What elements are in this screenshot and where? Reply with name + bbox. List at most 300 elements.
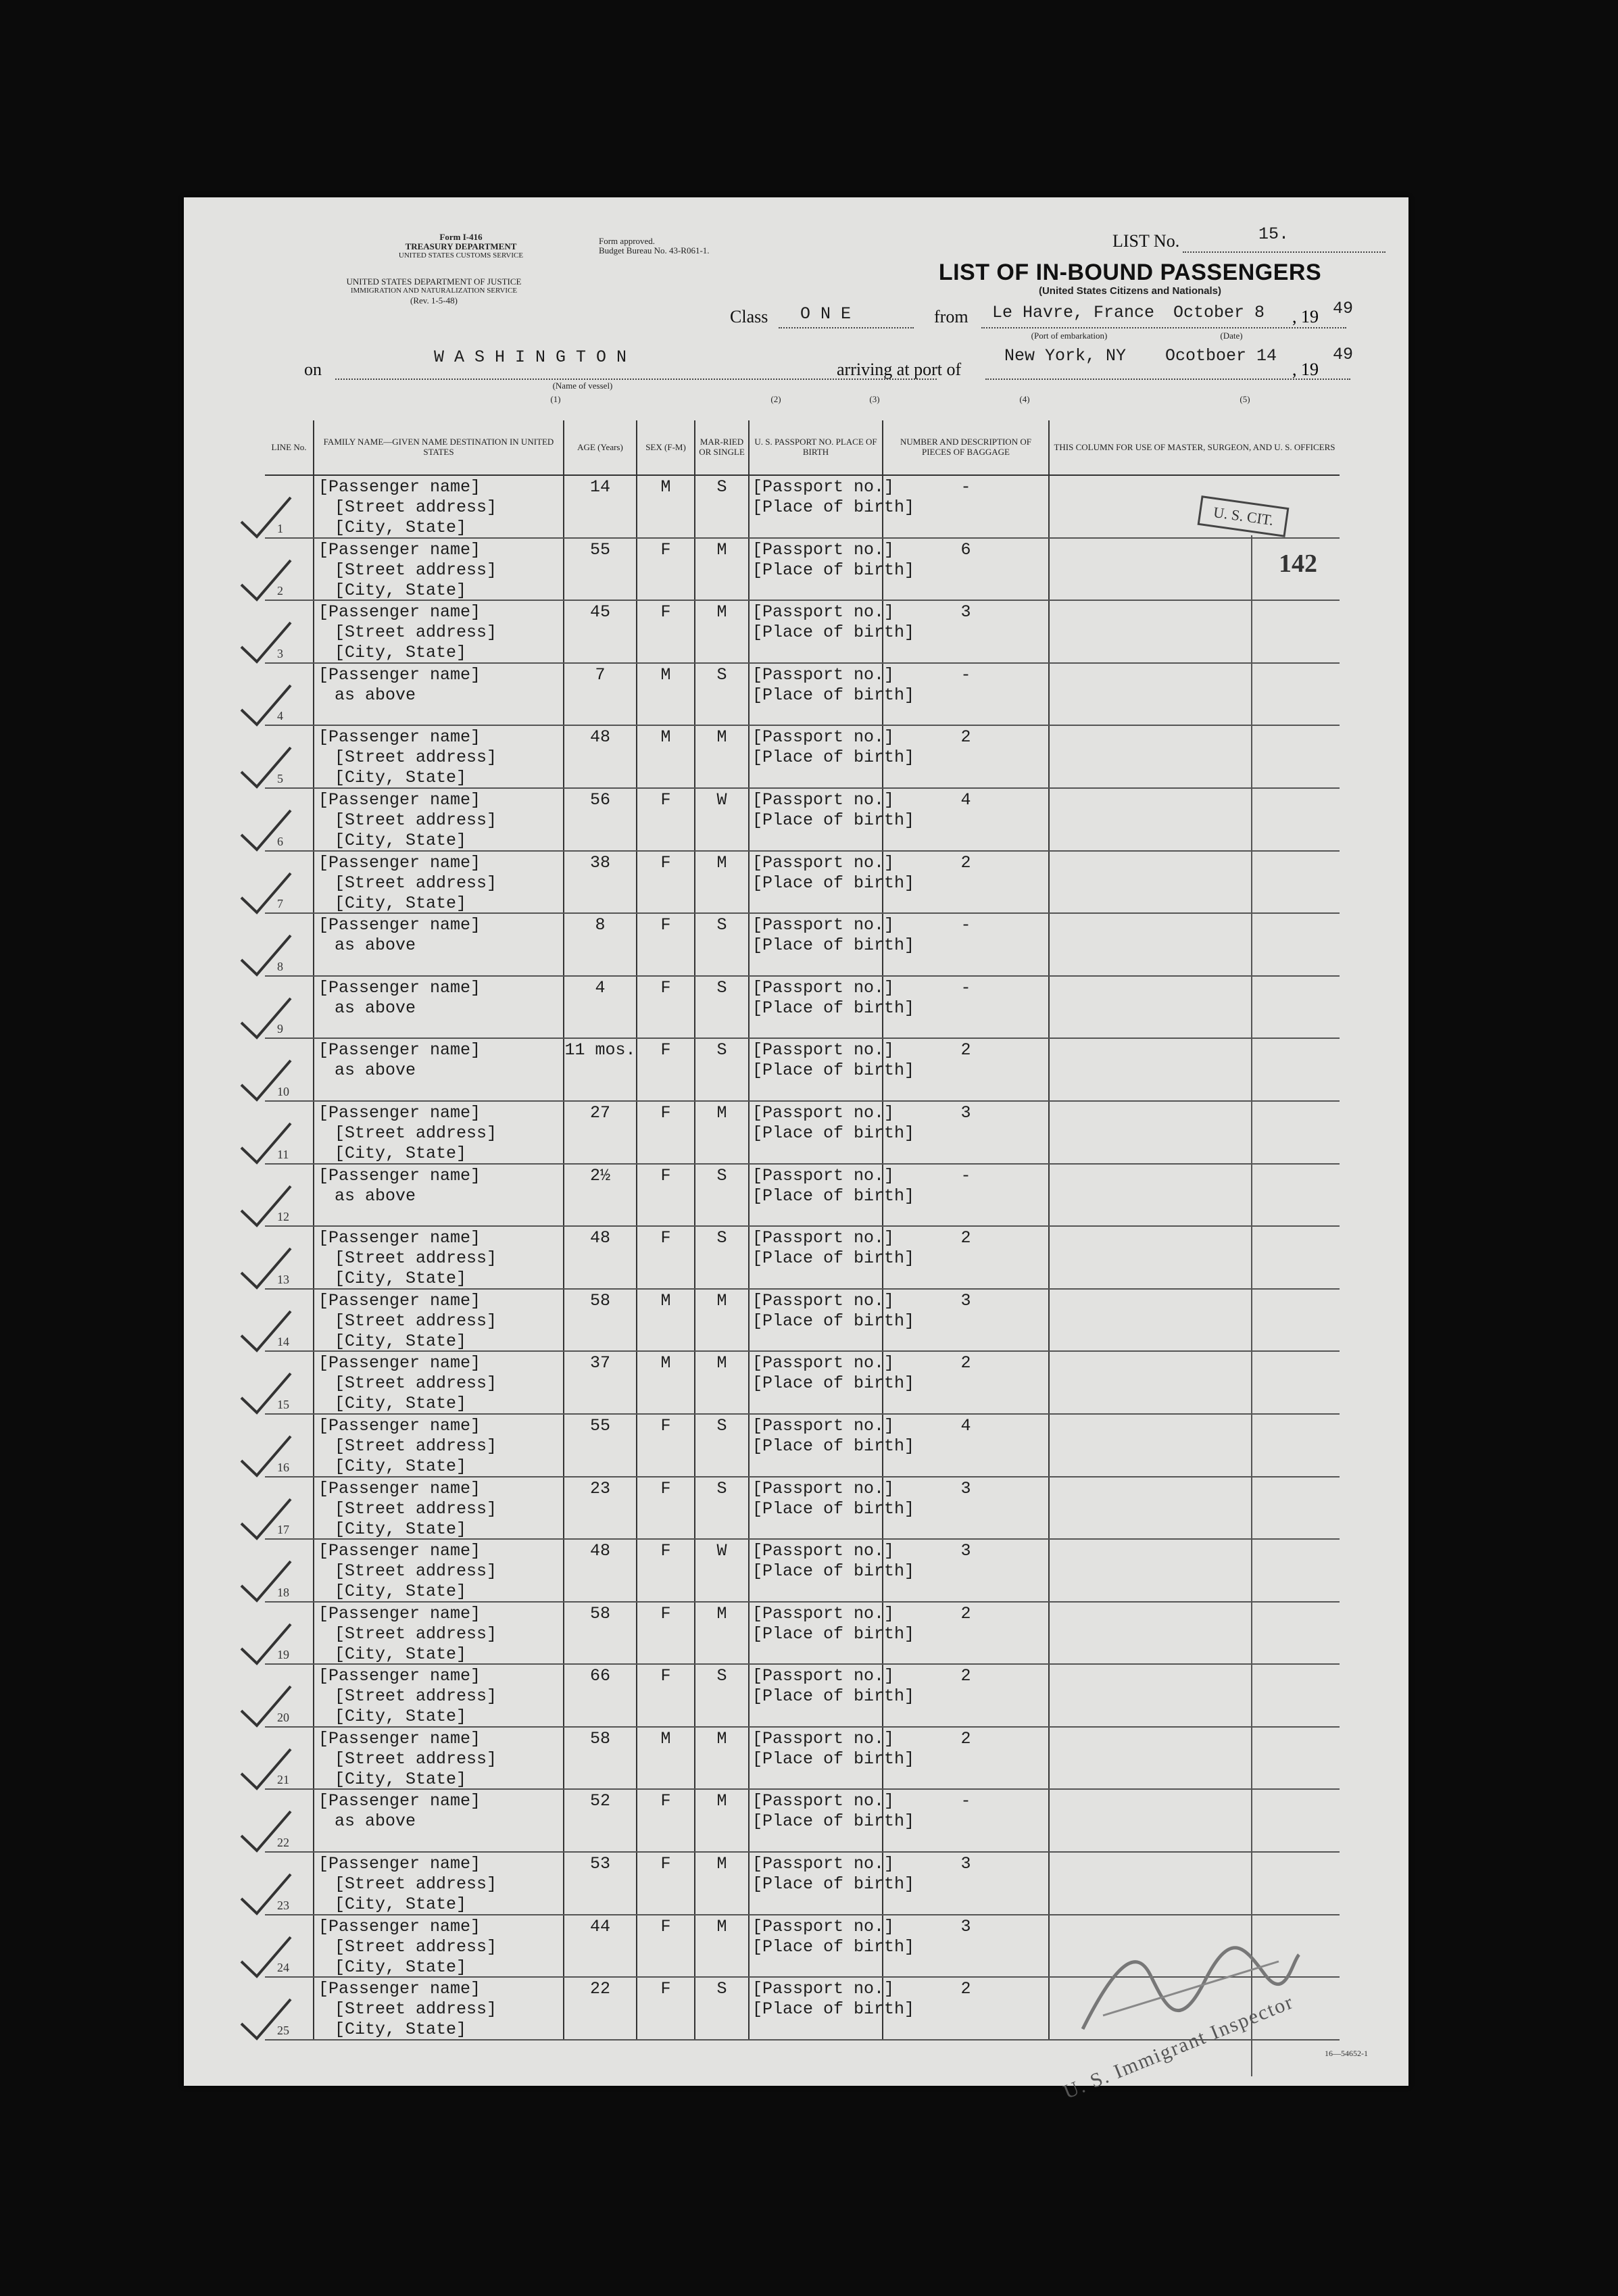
- citizen-stamp: U. S. CIT.: [1198, 495, 1290, 537]
- age-cell: [564, 538, 637, 601]
- col-header-passport: U. S. PASSPORT NO. PLACE OF BIRTH: [749, 420, 883, 475]
- address-line-2: [City, State]: [335, 1895, 467, 1915]
- line-number: 8: [277, 959, 283, 973]
- marital-cell: [695, 1977, 749, 2040]
- marital-cell: [695, 1852, 749, 1915]
- revision: (Rev. 1-5-48): [410, 295, 458, 306]
- line-cell: [265, 725, 314, 788]
- address-line-2: [City, State]: [335, 643, 467, 663]
- age-value: 66: [589, 1666, 610, 1686]
- address-line-1: [Street address]: [335, 1623, 497, 1644]
- address-line-1: [Street address]: [335, 1123, 497, 1143]
- line-number: 25: [277, 2023, 289, 2037]
- passport-number: [Passport no.]: [752, 852, 895, 873]
- year-prefix-2: , 19: [1292, 360, 1319, 379]
- age-value: 48: [589, 1228, 610, 1248]
- marital-cell: [695, 976, 749, 1039]
- sex-cell: [637, 1164, 695, 1227]
- baggage-cell: [883, 475, 1049, 538]
- port-embarkation-caption: (Port of embarkation): [1031, 331, 1108, 341]
- age-cell: [564, 1664, 637, 1727]
- line-number: 4: [277, 709, 283, 723]
- marital-cell: [695, 1477, 749, 1540]
- marital-cell: [695, 1164, 749, 1227]
- baggage-cell: [883, 1852, 1049, 1915]
- from-label: from: [934, 307, 969, 326]
- passenger-name: [Passenger name]: [318, 539, 481, 560]
- form-subtitle: (United States Citizens and Nationals): [1038, 285, 1222, 297]
- marital-cell: [695, 600, 749, 663]
- baggage-cell: [883, 1727, 1049, 1790]
- line-cell: [265, 1915, 314, 1978]
- officer-column-pen-line: [1245, 535, 1258, 2076]
- table-row: [265, 1852, 1340, 1915]
- justice-dept: UNITED STATES DEPARTMENT OF JUSTICE: [346, 276, 522, 287]
- address-line-2: [City, State]: [335, 1331, 467, 1351]
- line-number: 17: [277, 1523, 289, 1537]
- place-of-birth: [Place of birth]: [752, 1749, 915, 1769]
- line-number: 11: [277, 1147, 289, 1161]
- baggage-cell: [883, 1289, 1049, 1352]
- sex-cell: [637, 663, 695, 726]
- passport-cell: [749, 663, 915, 726]
- passport-number: [Passport no.]: [752, 1916, 895, 1936]
- name-cell: [314, 1038, 564, 1101]
- passenger-name: [Passenger name]: [318, 789, 481, 810]
- line-number: 9: [277, 1022, 283, 1036]
- table-row: [265, 788, 1340, 851]
- from-line: [981, 327, 1346, 328]
- line-number: 10: [277, 1084, 289, 1098]
- age-cell: [564, 788, 637, 851]
- passport-number: [Passport no.]: [752, 1478, 895, 1498]
- marital-value: S: [716, 1415, 727, 1436]
- line-cell: [265, 1602, 314, 1665]
- age-value: 45: [589, 602, 610, 622]
- address-line-1: [Street address]: [335, 622, 497, 643]
- passenger-name: [Passenger name]: [318, 1666, 481, 1686]
- age-cell: [564, 1915, 637, 1978]
- age-value: 7: [595, 664, 606, 685]
- passport-cell: [749, 788, 915, 851]
- passport-cell: [749, 1164, 915, 1227]
- address-line-1: [Street address]: [335, 873, 497, 893]
- line-cell: [265, 976, 314, 1039]
- sex-value: F: [660, 602, 671, 622]
- sex-cell: [637, 1852, 695, 1915]
- officer-cell: [1049, 725, 1340, 788]
- age-value: 55: [589, 539, 610, 560]
- baggage-value: 3: [960, 1290, 971, 1311]
- sex-cell: [637, 1727, 695, 1790]
- class-line: [779, 327, 914, 328]
- age-cell: [564, 1414, 637, 1477]
- arrival-year: 49: [1333, 345, 1354, 364]
- passport-number: [Passport no.]: [752, 1603, 895, 1623]
- baggage-value: 3: [960, 1478, 971, 1498]
- checkmark-icon: [238, 933, 292, 980]
- passport-number: [Passport no.]: [752, 1165, 895, 1186]
- marital-cell: [695, 913, 749, 976]
- class-label: Class: [730, 307, 768, 326]
- baggage-value: 2: [960, 727, 971, 748]
- name-cell: [314, 1915, 564, 1978]
- sex-cell: [637, 1414, 695, 1477]
- passenger-name: [Passenger name]: [318, 1165, 481, 1186]
- address-line-1: [Street address]: [335, 1248, 497, 1269]
- age-cell: [564, 1038, 637, 1101]
- table-header-row: [265, 420, 1340, 475]
- age-cell: [564, 1852, 637, 1915]
- passport-number: [Passport no.]: [752, 1728, 895, 1749]
- sex-value: F: [660, 1916, 671, 1936]
- checkmark-icon: [238, 558, 292, 605]
- officer-cell: [1049, 1789, 1340, 1852]
- age-cell: [564, 1164, 637, 1227]
- line-number: 5: [277, 771, 283, 785]
- passport-cell: [749, 1038, 915, 1101]
- passenger-name: [Passenger name]: [318, 1979, 481, 1999]
- marital-value: M: [716, 1290, 727, 1311]
- marital-value: M: [716, 1791, 727, 1811]
- age-cell: [564, 600, 637, 663]
- name-cell: [314, 1977, 564, 2040]
- sex-cell: [637, 1477, 695, 1540]
- sex-value: F: [660, 915, 671, 935]
- sex-cell: [637, 1977, 695, 2040]
- officer-cell: [1049, 475, 1340, 538]
- passenger-name: [Passenger name]: [318, 602, 481, 622]
- line-cell: [265, 913, 314, 976]
- age-value: 23: [589, 1478, 610, 1498]
- col-num-5: (5): [1240, 394, 1250, 404]
- sex-value: F: [660, 1791, 671, 1811]
- sex-value: F: [660, 1541, 671, 1561]
- passenger-name: [Passenger name]: [318, 1541, 481, 1561]
- baggage-cell: [883, 1664, 1049, 1727]
- place-of-birth: [Place of birth]: [752, 560, 915, 580]
- place-of-birth: [Place of birth]: [752, 1060, 915, 1081]
- sex-value: F: [660, 1102, 671, 1123]
- baggage-value: 2: [960, 1603, 971, 1623]
- line-cell: [265, 1852, 314, 1915]
- table-row: [265, 1164, 1340, 1227]
- line-number: 2: [277, 584, 283, 598]
- age-value: 58: [589, 1728, 610, 1749]
- address-line-2: [City, State]: [335, 1394, 467, 1414]
- name-cell: [314, 913, 564, 976]
- table-row: [265, 725, 1340, 788]
- line-number: 16: [277, 1460, 289, 1474]
- officer-cell: [1049, 663, 1340, 726]
- age-cell: [564, 1351, 637, 1414]
- passport-number: [Passport no.]: [752, 1040, 895, 1060]
- place-of-birth: [Place of birth]: [752, 685, 915, 705]
- passport-number: [Passport no.]: [752, 1791, 895, 1811]
- col-header-age: AGE (Years): [564, 420, 637, 475]
- line-number: 7: [277, 897, 283, 911]
- officer-cell: [1049, 1226, 1340, 1289]
- baggage-cell: [883, 1539, 1049, 1602]
- address-line-2: [City, State]: [335, 1769, 467, 1789]
- place-of-birth: [Place of birth]: [752, 1186, 915, 1206]
- sex-cell: [637, 725, 695, 788]
- baggage-value: 3: [960, 602, 971, 622]
- name-cell: [314, 851, 564, 914]
- class-value: O N E: [800, 304, 852, 324]
- list-no-value: 15.: [1258, 224, 1290, 244]
- marital-cell: [695, 538, 749, 601]
- age-value: 48: [589, 1541, 610, 1561]
- table-row: [265, 1602, 1340, 1665]
- baggage-cell: [883, 600, 1049, 663]
- sex-cell: [637, 1789, 695, 1852]
- place-of-birth: [Place of birth]: [752, 873, 915, 893]
- marital-cell: [695, 1602, 749, 1665]
- marital-value: S: [716, 1478, 727, 1498]
- on-label: on: [304, 360, 322, 379]
- line-number: 1: [277, 521, 283, 535]
- sex-value: F: [660, 1854, 671, 1874]
- age-cell: [564, 1477, 637, 1540]
- marital-cell: [695, 851, 749, 914]
- age-cell: [564, 1289, 637, 1352]
- passport-cell: [749, 475, 915, 538]
- sex-value: F: [660, 789, 671, 810]
- address-line-1: [Street address]: [335, 1749, 497, 1769]
- age-value: 14: [589, 477, 610, 497]
- age-value: 55: [589, 1415, 610, 1436]
- baggage-cell: [883, 1915, 1049, 1978]
- baggage-cell: [883, 1414, 1049, 1477]
- name-cell: [314, 1789, 564, 1852]
- passport-number: [Passport no.]: [752, 727, 895, 748]
- address-line-2: [City, State]: [335, 1644, 467, 1664]
- sex-cell: [637, 1226, 695, 1289]
- col-header-officers: THIS COLUMN FOR USE OF MASTER, SURGEON, AND U. S. OFFICERS: [1049, 420, 1340, 475]
- line-cell: [265, 1789, 314, 1852]
- sex-cell: [637, 1539, 695, 1602]
- table-row: [265, 913, 1340, 976]
- table-row: [265, 1351, 1340, 1414]
- passenger-name: [Passenger name]: [318, 1228, 481, 1248]
- baggage-cell: [883, 1101, 1049, 1164]
- name-cell: [314, 1289, 564, 1352]
- passport-cell: [749, 976, 915, 1039]
- place-of-birth: [Place of birth]: [752, 1123, 915, 1143]
- ins-service: IMMIGRATION AND NATURALIZATION SERVICE: [350, 287, 518, 295]
- passenger-name: [Passenger name]: [318, 1916, 481, 1936]
- form-number: Form I-416: [439, 232, 483, 242]
- place-of-birth: [Place of birth]: [752, 810, 915, 830]
- place-of-birth: [Place of birth]: [752, 1811, 915, 1832]
- age-value: 37: [589, 1353, 610, 1373]
- age-cell: [564, 663, 637, 726]
- line-cell: [265, 600, 314, 663]
- line-number: 20: [277, 1710, 289, 1724]
- arrival-date: Ocotboer 14: [1165, 346, 1277, 366]
- age-cell: [564, 976, 637, 1039]
- passport-cell: [749, 1789, 915, 1852]
- line-number: 23: [277, 1898, 289, 1912]
- passport-number: [Passport no.]: [752, 602, 895, 622]
- age-cell: [564, 1602, 637, 1665]
- sex-cell: [637, 1664, 695, 1727]
- age-cell: [564, 1789, 637, 1852]
- checkmark-icon: [238, 871, 292, 918]
- sex-value: F: [660, 1228, 671, 1248]
- passenger-name: [Passenger name]: [318, 915, 481, 935]
- passport-number: [Passport no.]: [752, 1415, 895, 1436]
- age-value: 53: [589, 1854, 610, 1874]
- address-line-1: [Street address]: [335, 1936, 497, 1957]
- sex-value: M: [660, 727, 671, 748]
- checkmark-icon: [238, 683, 292, 730]
- passport-number: [Passport no.]: [752, 1541, 895, 1561]
- marital-value: M: [716, 1854, 727, 1874]
- line-cell: [265, 1289, 314, 1352]
- baggage-value: 3: [960, 1541, 971, 1561]
- baggage-cell: [883, 851, 1049, 914]
- place-of-birth: [Place of birth]: [752, 935, 915, 956]
- count-stamp: 142: [1279, 549, 1317, 578]
- address-line-2: [City, State]: [335, 1707, 467, 1727]
- baggage-cell: [883, 788, 1049, 851]
- baggage-value: 2: [960, 1228, 971, 1248]
- sex-cell: [637, 976, 695, 1039]
- address-line-2: [City, State]: [335, 1957, 467, 1977]
- baggage-value: 2: [960, 1666, 971, 1686]
- sex-value: F: [660, 1478, 671, 1498]
- passenger-name: [Passenger name]: [318, 1728, 481, 1749]
- name-cell: [314, 538, 564, 601]
- col-header-sex: SEX (F-M): [637, 420, 695, 475]
- place-of-birth: [Place of birth]: [752, 497, 915, 517]
- place-of-birth: [Place of birth]: [752, 1436, 915, 1456]
- passport-cell: [749, 1977, 915, 2040]
- name-cell: [314, 663, 564, 726]
- table-row: [265, 1664, 1340, 1727]
- passport-cell: [749, 1915, 915, 1978]
- line-cell: [265, 851, 314, 914]
- form-approved: Form approved.: [599, 236, 656, 246]
- col-num-1: (1): [550, 394, 561, 404]
- baggage-value: 6: [960, 539, 971, 560]
- inspector-stamp: U. S. Immigrant Inspector: [1060, 1990, 1297, 2104]
- age-value: 58: [589, 1603, 610, 1623]
- age-value: 56: [589, 789, 610, 810]
- age-cell: [564, 725, 637, 788]
- passport-number: [Passport no.]: [752, 915, 895, 935]
- passenger-name: [Passenger name]: [318, 977, 481, 998]
- officer-cell: [1049, 1852, 1340, 1915]
- name-cell: [314, 1727, 564, 1790]
- baggage-cell: [883, 538, 1049, 601]
- line-cell: [265, 475, 314, 538]
- age-value: 38: [589, 852, 610, 873]
- age-cell: [564, 1727, 637, 1790]
- officer-cell: [1049, 1539, 1340, 1602]
- form-title: LIST OF IN-BOUND PASSENGERS: [938, 260, 1322, 285]
- address-line-1: as above: [335, 1811, 416, 1832]
- name-cell: [314, 1852, 564, 1915]
- table-row: [265, 1789, 1340, 1852]
- date-caption: (Date): [1220, 331, 1243, 341]
- sex-cell: [637, 1038, 695, 1101]
- age-value: 52: [589, 1791, 610, 1811]
- sex-value: F: [660, 1979, 671, 1999]
- line-cell: [265, 1164, 314, 1227]
- line-number: 15: [277, 1397, 289, 1411]
- table-row: [265, 1226, 1340, 1289]
- line-cell: [265, 1727, 314, 1790]
- marital-cell: [695, 1289, 749, 1352]
- col-num-3: (3): [869, 394, 880, 404]
- passport-cell: [749, 1602, 915, 1665]
- line-cell: [265, 788, 314, 851]
- budget-bureau: Budget Bureau No. 43-R061-1.: [599, 245, 710, 255]
- line-cell: [265, 1226, 314, 1289]
- table-row: [265, 1727, 1340, 1790]
- sex-value: M: [660, 477, 671, 497]
- address-line-2: [City, State]: [335, 830, 467, 850]
- place-of-birth: [Place of birth]: [752, 1686, 915, 1707]
- address-line-1: [Street address]: [335, 497, 497, 517]
- officer-cell: [1049, 1664, 1340, 1727]
- address-line-2: [City, State]: [335, 1519, 467, 1539]
- place-of-birth: [Place of birth]: [752, 748, 915, 768]
- name-cell: [314, 600, 564, 663]
- passport-number: [Passport no.]: [752, 1979, 895, 1999]
- passport-number: [Passport no.]: [752, 1666, 895, 1686]
- passenger-name: [Passenger name]: [318, 664, 481, 685]
- place-of-birth: [Place of birth]: [752, 1248, 915, 1269]
- checkmark-icon: [238, 808, 292, 855]
- sex-value: F: [660, 1415, 671, 1436]
- checkmark-icon: [238, 996, 292, 1043]
- address-line-2: [City, State]: [335, 1269, 467, 1289]
- address-line-2: [City, State]: [335, 1456, 467, 1476]
- age-cell: [564, 1539, 637, 1602]
- embarkation-date: October 8: [1173, 303, 1265, 322]
- passenger-name: [Passenger name]: [318, 1040, 481, 1060]
- vessel-name: W A S H I N G T O N: [434, 347, 627, 367]
- passenger-table: [265, 420, 1340, 2041]
- name-cell: [314, 1602, 564, 1665]
- passport-cell: [749, 600, 915, 663]
- address-line-1: [Street address]: [335, 748, 497, 768]
- table-row: [265, 851, 1340, 914]
- officer-cell: [1049, 600, 1340, 663]
- passport-cell: [749, 1226, 915, 1289]
- address-line-1: [Street address]: [335, 1999, 497, 2020]
- address-line-1: [Street address]: [335, 1686, 497, 1707]
- sex-value: F: [660, 1040, 671, 1060]
- passport-cell: [749, 1539, 915, 1602]
- sex-cell: [637, 1351, 695, 1414]
- line-number: 21: [277, 1773, 289, 1787]
- passport-cell: [749, 1477, 915, 1540]
- address-line-1: [Street address]: [335, 560, 497, 580]
- passport-cell: [749, 1351, 915, 1414]
- address-line-1: [Street address]: [335, 1436, 497, 1456]
- address-line-1: [Street address]: [335, 1311, 497, 1331]
- passenger-name: [Passenger name]: [318, 1854, 481, 1874]
- age-cell: [564, 851, 637, 914]
- passport-cell: [749, 1664, 915, 1727]
- marital-value: W: [716, 1541, 727, 1561]
- baggage-cell: [883, 1977, 1049, 2040]
